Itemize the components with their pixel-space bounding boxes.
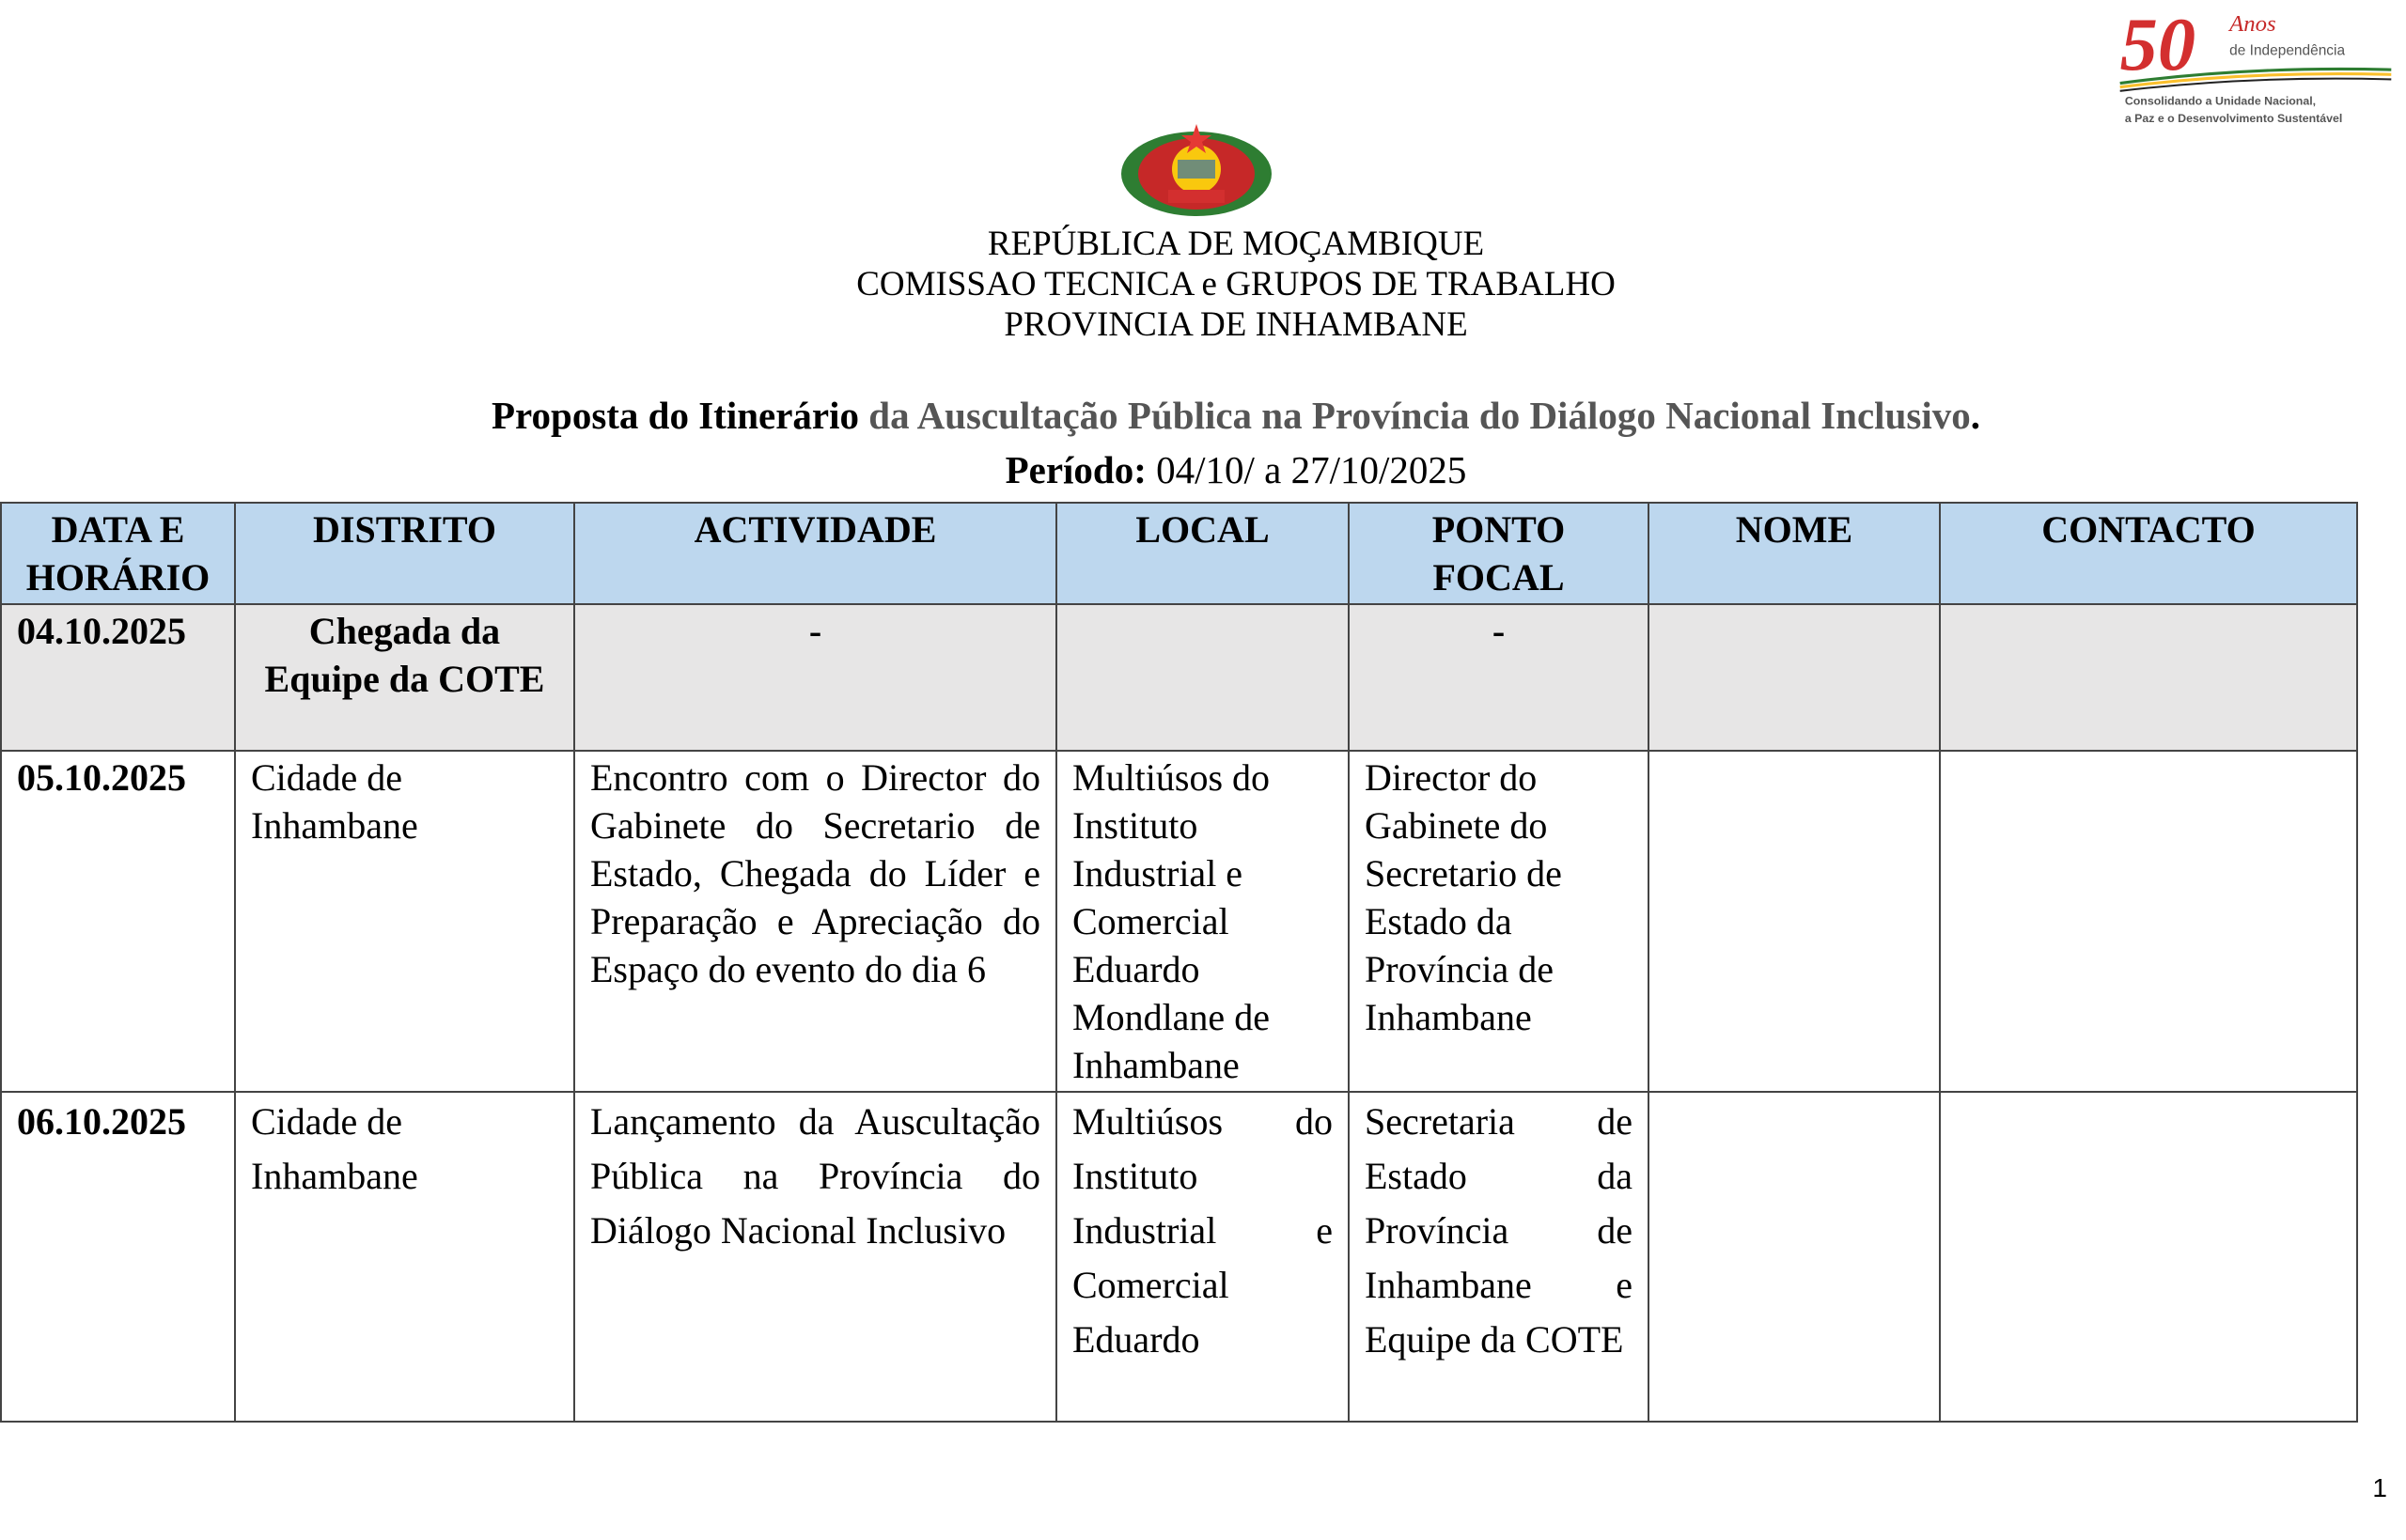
itinerary-table	[0, 502, 2358, 1423]
col-header-district: DISTRITO	[235, 503, 574, 604]
header-province: PROVINCIA DE INHAMBANE	[1004, 305, 1468, 344]
cell-date: 04.10.2025	[1, 604, 235, 751]
svg-text:a Paz e o Desenvolvimento Sust: a Paz e o Desenvolvimento Sustentável	[2124, 111, 2343, 125]
cell-contact	[1940, 751, 2357, 1092]
cell-date: 05.10.2025	[1, 751, 235, 1092]
cell-name	[1648, 751, 1940, 1092]
table-row	[1, 751, 2357, 1092]
cell-district: Cidade de Inhambane	[235, 1092, 574, 1422]
svg-text:Anos: Anos	[2229, 10, 2276, 37]
cell-date: 06.10.2025	[1, 1092, 235, 1422]
cell-focal-point: -	[1349, 604, 1648, 751]
col-header-name: NOME	[1648, 503, 1940, 604]
document-title	[0, 393, 2406, 438]
cell-name	[1648, 604, 1940, 751]
header-republic: REPÚBLICA DE MOÇAMBIQUE	[987, 225, 1485, 263]
cell-district: Chegada da Equipe da COTE	[235, 604, 574, 751]
col-header-contact: CONTACTO	[1940, 503, 2357, 604]
cell-activity: -	[574, 604, 1056, 751]
national-emblem	[1117, 122, 1276, 221]
table-row	[1, 604, 2357, 751]
cell-contact	[1940, 1092, 2357, 1422]
header-commission: COMISSAO TECNICA e GRUPOS DE TRABALHO	[856, 265, 1616, 303]
cell-contact	[1940, 604, 2357, 751]
period	[0, 447, 2406, 492]
table-header-row	[1, 503, 2357, 604]
title-grey: da Auscultação Pública na Província do Diálogo Nacional Inclusivo	[868, 394, 1971, 437]
cell-district: Cidade de Inhambane	[235, 751, 574, 1092]
col-header-date: DATA E HORÁRIO	[1, 503, 235, 604]
svg-text:de Independência: de Independência	[2229, 42, 2346, 59]
cell-location: Multiúsos do Instituto Industrial e Comercial Eduardo Mondlane de Inhambane	[1056, 751, 1349, 1092]
col-header-location: LOCAL	[1056, 503, 1349, 604]
title-bold: Proposta do Itinerário	[492, 394, 860, 437]
page-number: 1	[2372, 1473, 2387, 1502]
col-header-activity: ACTIVIDADE	[574, 503, 1056, 604]
cell-activity: Lançamento da Auscultação Pública na Província do Diálogo Nacional Inclusivo	[574, 1092, 1056, 1422]
title-end: .	[1970, 394, 1980, 437]
period-value: 04/10/ a 27/10/2025	[1156, 448, 1467, 491]
period-label: Período:	[1005, 448, 1147, 491]
table-row	[1, 1092, 2357, 1422]
cell-location	[1056, 604, 1349, 751]
cell-name	[1648, 1092, 1940, 1422]
cell-activity: Encontro com o Director do Gabinete do Secretario de Estado, Chegada do Líder e Preparação e Apreciação do Espaço do evento do dia 6	[574, 751, 1056, 1092]
50-years-independence-logo	[2115, 2, 2397, 128]
col-header-focal-point: PONTO FOCAL	[1349, 503, 1648, 604]
cell-focal-point: Director do Gabinete do Secretario de Estado da Província de Inhambane	[1349, 751, 1648, 1092]
svg-text:50: 50	[2119, 3, 2196, 87]
cell-location: Multiúsos do Instituto Industrial e Comercial Eduardo	[1056, 1092, 1349, 1422]
svg-text:Consolidando a Unidade Naciona: Consolidando a Unidade Nacional,	[2124, 94, 2317, 108]
cell-focal-point: Secretaria de Estado da Província de Inhambane e Equipe da COTE	[1349, 1092, 1648, 1422]
